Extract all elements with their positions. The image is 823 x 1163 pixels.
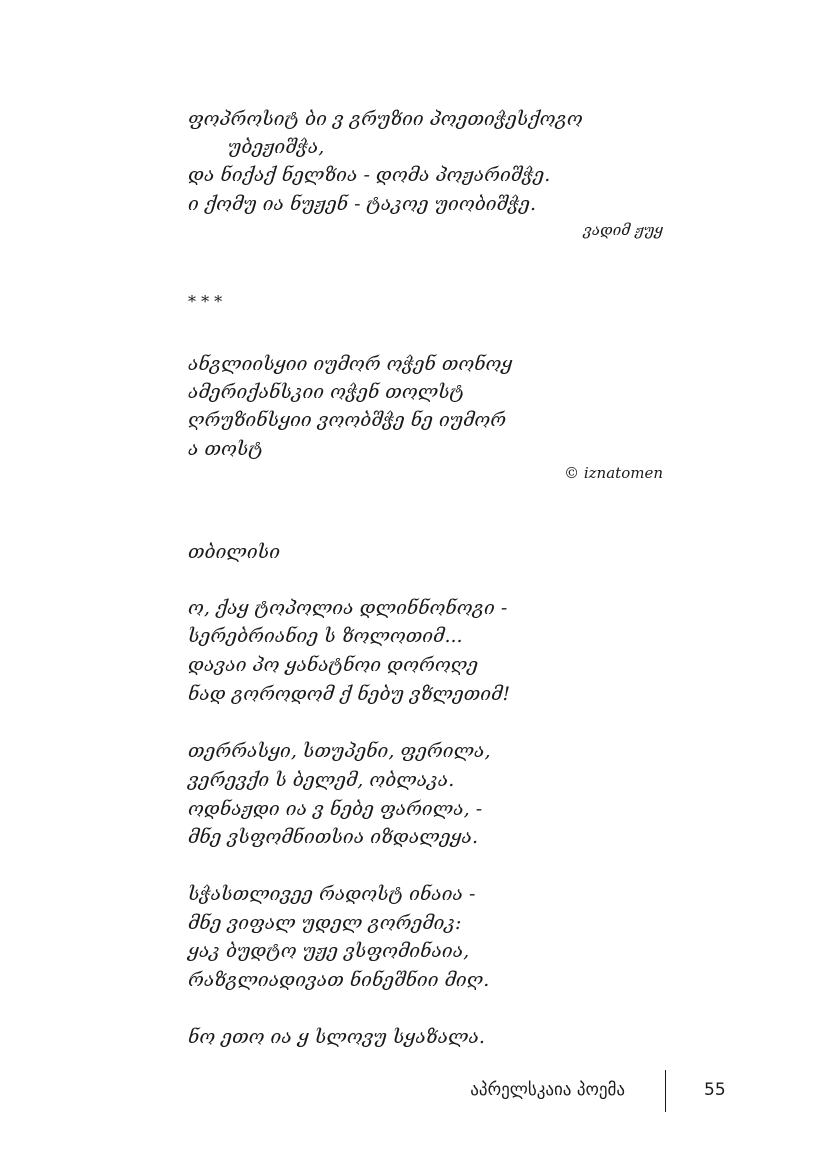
poem1-line-1: ფოპროსიტ ბი ვ გრუზიი პოეთიჭესქოგო <box>188 108 583 130</box>
poem3-stanza3-line-4: რაზგლიადივათ ნინეშნიი მიღ. <box>188 969 490 991</box>
section-separator: * * * <box>188 292 223 311</box>
running-footer-title: აპრელსკაია პოემა <box>470 1080 625 1100</box>
poem3-stanza3-line-2: მნე ვიფალ უდელ გორემიკ: <box>188 912 462 934</box>
poem3-title: თბილისი <box>188 541 281 563</box>
poem3-stanza3-line-1: სჭასთლივეე რადოსტ ინაია - <box>188 883 476 905</box>
poem3-stanza2-line-4: მნე ვსფომნითსია იზდალეყა. <box>188 826 479 848</box>
poem3-stanza2-line-1: თერრასყი, სთუპენი, ფერილა, <box>188 740 491 762</box>
poem1-line-4: ი ქომუ ია ნუჟენ - ტაკოე უიობიშჭე. <box>188 193 537 215</box>
poem2-line-1: ანგლიისყიი იუმორ ოჭენ თონოყ <box>188 353 513 375</box>
poem1-line-2: უბეჟიშჭა, <box>228 136 325 158</box>
poem3-last-line: ნო ეთო ია ყ სლოვუ სყაზალა. <box>188 1026 485 1048</box>
poem3-stanza3-line-3: ყაკ ბუდტო უჟე ვსფომინაია, <box>188 940 470 962</box>
poem2-signature: © iznatomen <box>564 464 663 482</box>
poem3-stanza1-line-3: დავაი პო ყანატნოი დოროღე <box>188 654 479 676</box>
poem3-stanza2-line-2: ვერევქი ს ბელემ, ობლაკა. <box>188 769 455 791</box>
poem3-stanza1-line-1: ო, ქაყ ტოპოლია დლინნონოგი - <box>188 597 508 619</box>
poem2-line-2: ამერიქანსკიი ოჭენ თოლსტ <box>188 381 465 403</box>
footer-divider <box>665 1070 666 1112</box>
poem2-line-4: ა თოსტ <box>188 438 263 460</box>
page-number: 55 <box>704 1080 726 1100</box>
poem3-stanza2-line-3: ოდნაჟდი ია ვ ნებე ფარილა, - <box>188 798 483 820</box>
poem3-stanza1-line-4: ნად გოროდომ ქ ნებუ ვზლეთიმ! <box>188 683 511 705</box>
poem1-signature: ვადიმ ჟუყ <box>583 221 663 239</box>
poem3-stanza1-line-2: სერებრიანიე ს ზოლოთიმ... <box>188 625 463 647</box>
poem1-line-3: და ნიქაქ ნელზია - დომა პოჟარიშჭე. <box>188 164 551 186</box>
poem2-line-3: ღრუზინსყიი ვოობშჭე ნე იუმორ <box>188 409 507 431</box>
